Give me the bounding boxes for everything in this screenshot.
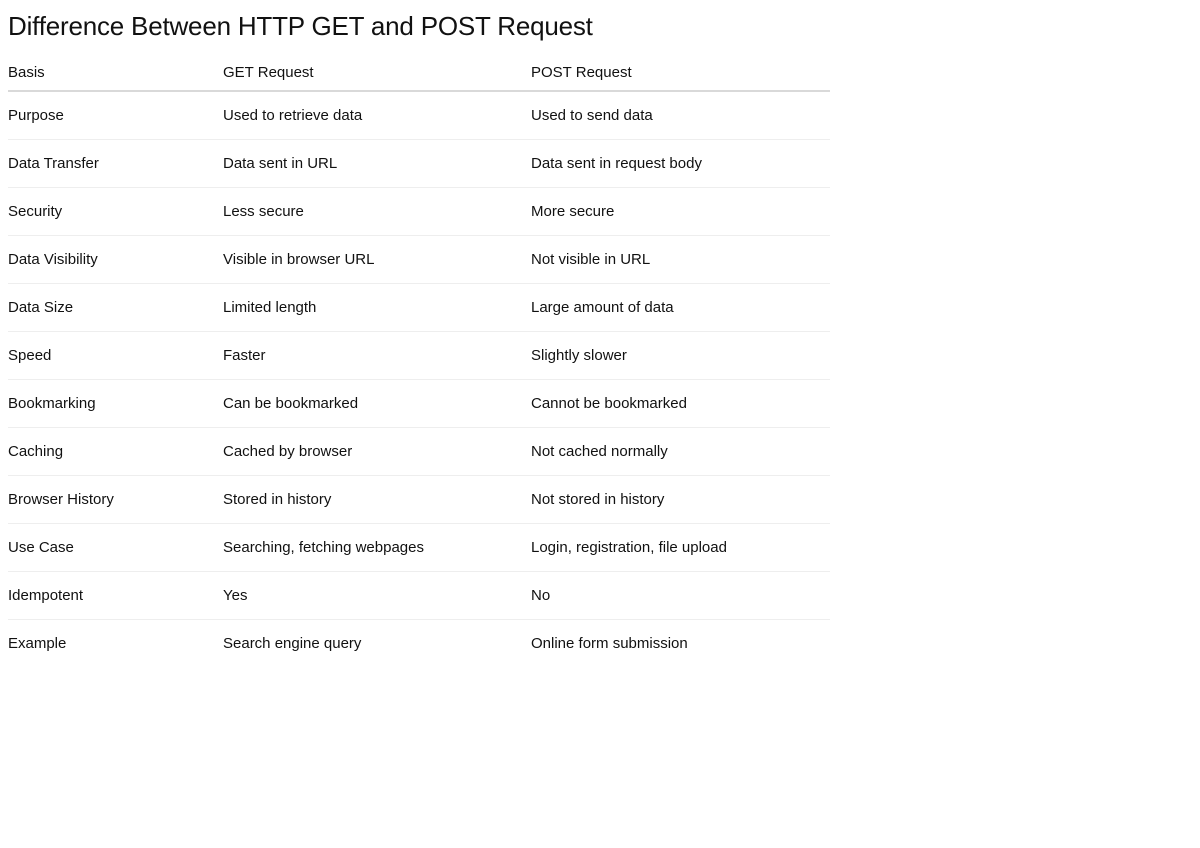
cell-get: Search engine query	[223, 635, 362, 652]
cell-basis: Data Size	[8, 284, 223, 332]
cell-get: Yes	[223, 572, 531, 620]
cell-basis: Bookmarking	[8, 380, 223, 428]
cell-post: No	[531, 572, 830, 620]
cell-post: Slightly slower	[531, 332, 830, 380]
cell-get: Limited length	[223, 284, 531, 332]
table-row	[8, 91, 830, 140]
table-row	[8, 236, 830, 284]
cell-get: Faster	[223, 332, 531, 380]
cell-get: Can be bookmarked	[223, 380, 531, 428]
cell-post: Used to send data	[531, 91, 830, 140]
table-row	[8, 188, 830, 236]
header-get-request: GET Request	[223, 54, 531, 91]
cell-get: Less secure	[223, 188, 531, 236]
table-row	[8, 428, 830, 476]
cell-basis: Security	[8, 188, 223, 236]
page-title: Difference Between HTTP GET and POST Request	[8, 11, 593, 41]
cell-basis: Data Transfer	[8, 140, 223, 188]
table-row	[8, 620, 830, 668]
cell-post: Large amount of data	[531, 284, 830, 332]
cell-get: Cached by browser	[223, 428, 531, 476]
cell-basis: Example	[8, 635, 67, 652]
table-header-row	[8, 54, 830, 91]
cell-get: Searching, fetching webpages	[223, 524, 531, 572]
cell-post: Data sent in request body	[531, 140, 830, 188]
table-row	[8, 284, 830, 332]
table-row	[8, 524, 830, 572]
table-row	[8, 332, 830, 380]
header-basis: Basis	[8, 54, 223, 91]
cell-get: Used to retrieve data	[223, 91, 531, 140]
cell-basis: Browser History	[8, 476, 223, 524]
table-row	[8, 380, 830, 428]
cell-basis: Speed	[8, 332, 223, 380]
cell-basis: Data Visibility	[8, 236, 223, 284]
cell-get: Stored in history	[223, 476, 531, 524]
cell-post: More secure	[531, 188, 830, 236]
cell-post: Not stored in history	[531, 476, 830, 524]
document-page	[8, 8, 830, 667]
comparison-table	[8, 54, 830, 667]
cell-get: Data sent in URL	[223, 140, 531, 188]
cell-post: Online form submission	[531, 635, 688, 652]
cell-post: Not cached normally	[531, 428, 830, 476]
cell-basis: Purpose	[8, 91, 223, 140]
cell-post: Not visible in URL	[531, 236, 830, 284]
table-row	[8, 572, 830, 620]
cell-basis: Use Case	[8, 524, 223, 572]
cell-get: Visible in browser URL	[223, 236, 531, 284]
table-row	[8, 476, 830, 524]
cell-post: Login, registration, file upload	[531, 524, 830, 572]
header-post-request: POST Request	[531, 54, 830, 91]
cell-basis: Caching	[8, 428, 223, 476]
cell-basis: Idempotent	[8, 572, 223, 620]
cell-post: Cannot be bookmarked	[531, 380, 830, 428]
table-row	[8, 140, 830, 188]
